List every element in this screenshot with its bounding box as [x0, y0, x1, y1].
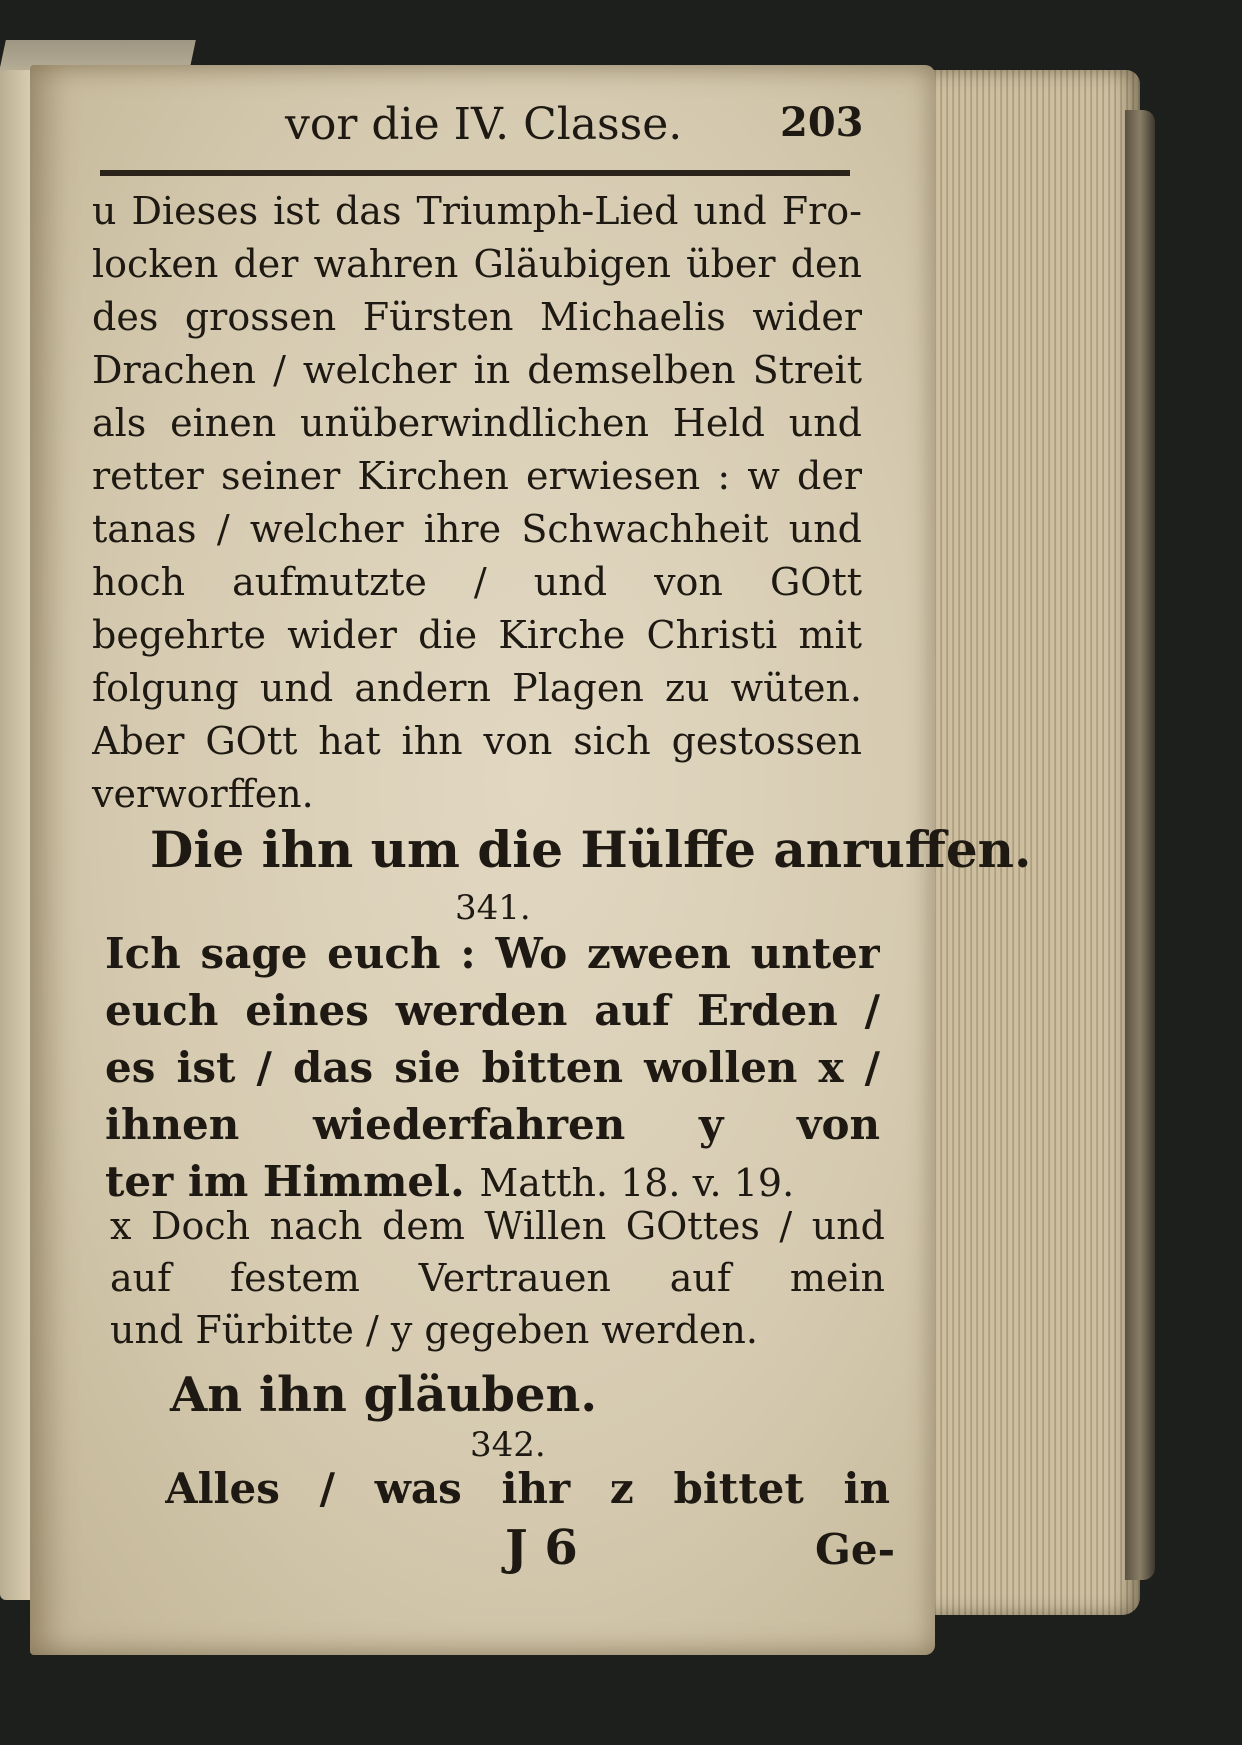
footnote-line: des grossen Fürsten Michaelis wider — [92, 295, 862, 339]
verse-line: es ist / das sie bitten wollen x / — [105, 1043, 880, 1092]
running-header: vor die IV. Classe. — [285, 99, 683, 150]
footnote-line: x Doch nach dem Willen GOttes / und — [110, 1204, 885, 1248]
footnote-line: Drachen / welcher in demselben Streit — [92, 348, 862, 392]
verse-341 — [105, 925, 880, 1212]
footnote-line: folgung und andern Plagen zu wüten. — [92, 666, 862, 710]
catchword: Ge- — [815, 1525, 896, 1574]
page-number: 203 — [780, 99, 864, 146]
footnote-xy — [110, 1200, 885, 1356]
printer-signature: J 6 — [505, 1520, 578, 1576]
verse-line: ihnen wiederfahren y von — [105, 1100, 880, 1149]
verse-line: Alles / was ihr z bittet in — [165, 1464, 890, 1513]
footnote-line: u Dieses ist das Triumph-Lied und Fro- — [92, 189, 862, 233]
footnote-line: und Fürbitte / y gegeben werden. — [110, 1308, 758, 1352]
section-heading-342: An ihn gläuben. — [170, 1367, 598, 1423]
footnote-line: begehrte wider die Kirche Christi mit — [92, 613, 862, 657]
verse-342 — [165, 1460, 890, 1517]
footnote-line: verworffen. — [92, 772, 314, 816]
verse-line: euch eines werden auf Erden / — [105, 986, 880, 1035]
footnote-line: locken der wahren Gläubigen über den — [92, 242, 862, 286]
footnote-line: hoch aufmutzte / und von GOtt — [92, 560, 862, 604]
footnote-line: als einen unüberwindlichen Held und — [92, 401, 862, 445]
footnote-line: tanas / welcher ihre Schwachheit und — [92, 507, 862, 551]
footnote-u — [92, 185, 862, 821]
footnote-line: auf festem Vertrauen auf mein — [110, 1256, 885, 1300]
header-rule — [100, 170, 850, 176]
verse-last-text: ter im Himmel. — [105, 1157, 465, 1206]
section-heading-341: Die ihn um die Hülffe anruffen. — [150, 820, 1032, 879]
scripture-reference: Matth. 18. v. 19. — [479, 1161, 795, 1205]
footnote-line: Aber GOtt hat ihn von sich gestossen — [92, 719, 862, 763]
verse-number-342: 342. — [470, 1425, 546, 1465]
verse-line: Ich sage euch : Wo zween unter — [105, 929, 880, 978]
footnote-line: retter seiner Kirchen erwiesen : w der — [92, 454, 862, 498]
verse-number-341: 341. — [455, 888, 531, 928]
